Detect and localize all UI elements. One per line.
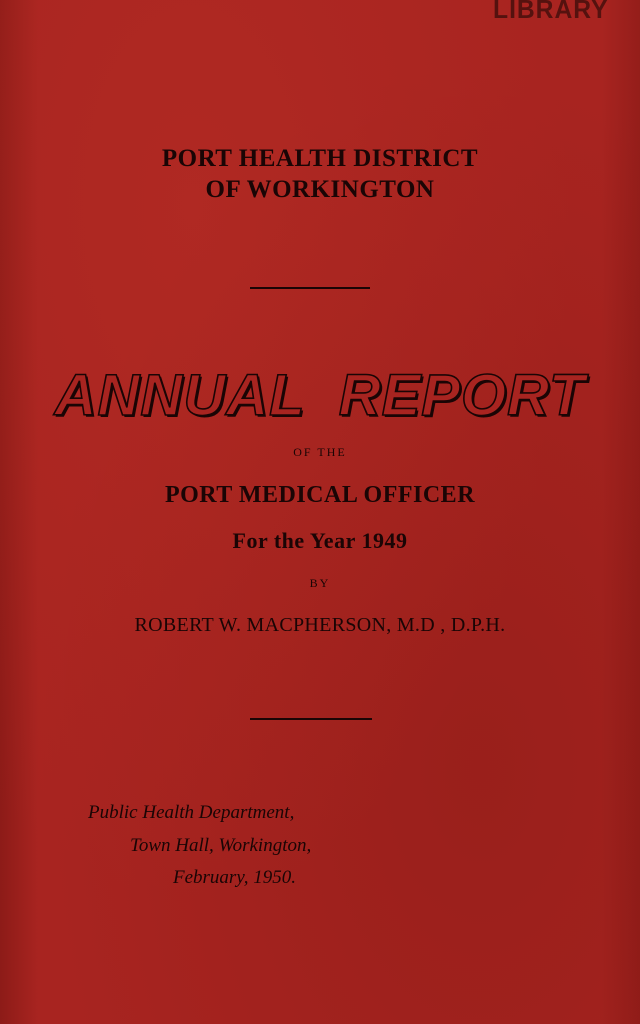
- author-name: ROBERT W. MACPHERSON, M.D , D.P.H.: [134, 614, 506, 636]
- report-title-text: ANNUAL REPORT: [54, 363, 586, 428]
- bottom-divider: [250, 718, 372, 720]
- address-line-3: February, 1950.: [173, 867, 296, 888]
- top-divider: [250, 287, 370, 289]
- report-year: For the Year 1949: [232, 528, 408, 553]
- district-heading: [0, 143, 640, 205]
- address-line-2: Town Hall, Workington,: [130, 835, 312, 856]
- library-stamp: LIBRARY: [493, 0, 609, 24]
- officer-title: PORT MEDICAL OFFICER: [164, 482, 476, 508]
- district-line-1: PORT HEALTH DISTRICT: [161, 145, 479, 172]
- report-title: [0, 365, 640, 427]
- district-line-2: OF WORKINGTON: [205, 176, 435, 203]
- by-label: BY: [309, 576, 331, 590]
- of-the-label: OF THE: [293, 445, 347, 459]
- address-line-1: Public Health Department,: [88, 802, 295, 823]
